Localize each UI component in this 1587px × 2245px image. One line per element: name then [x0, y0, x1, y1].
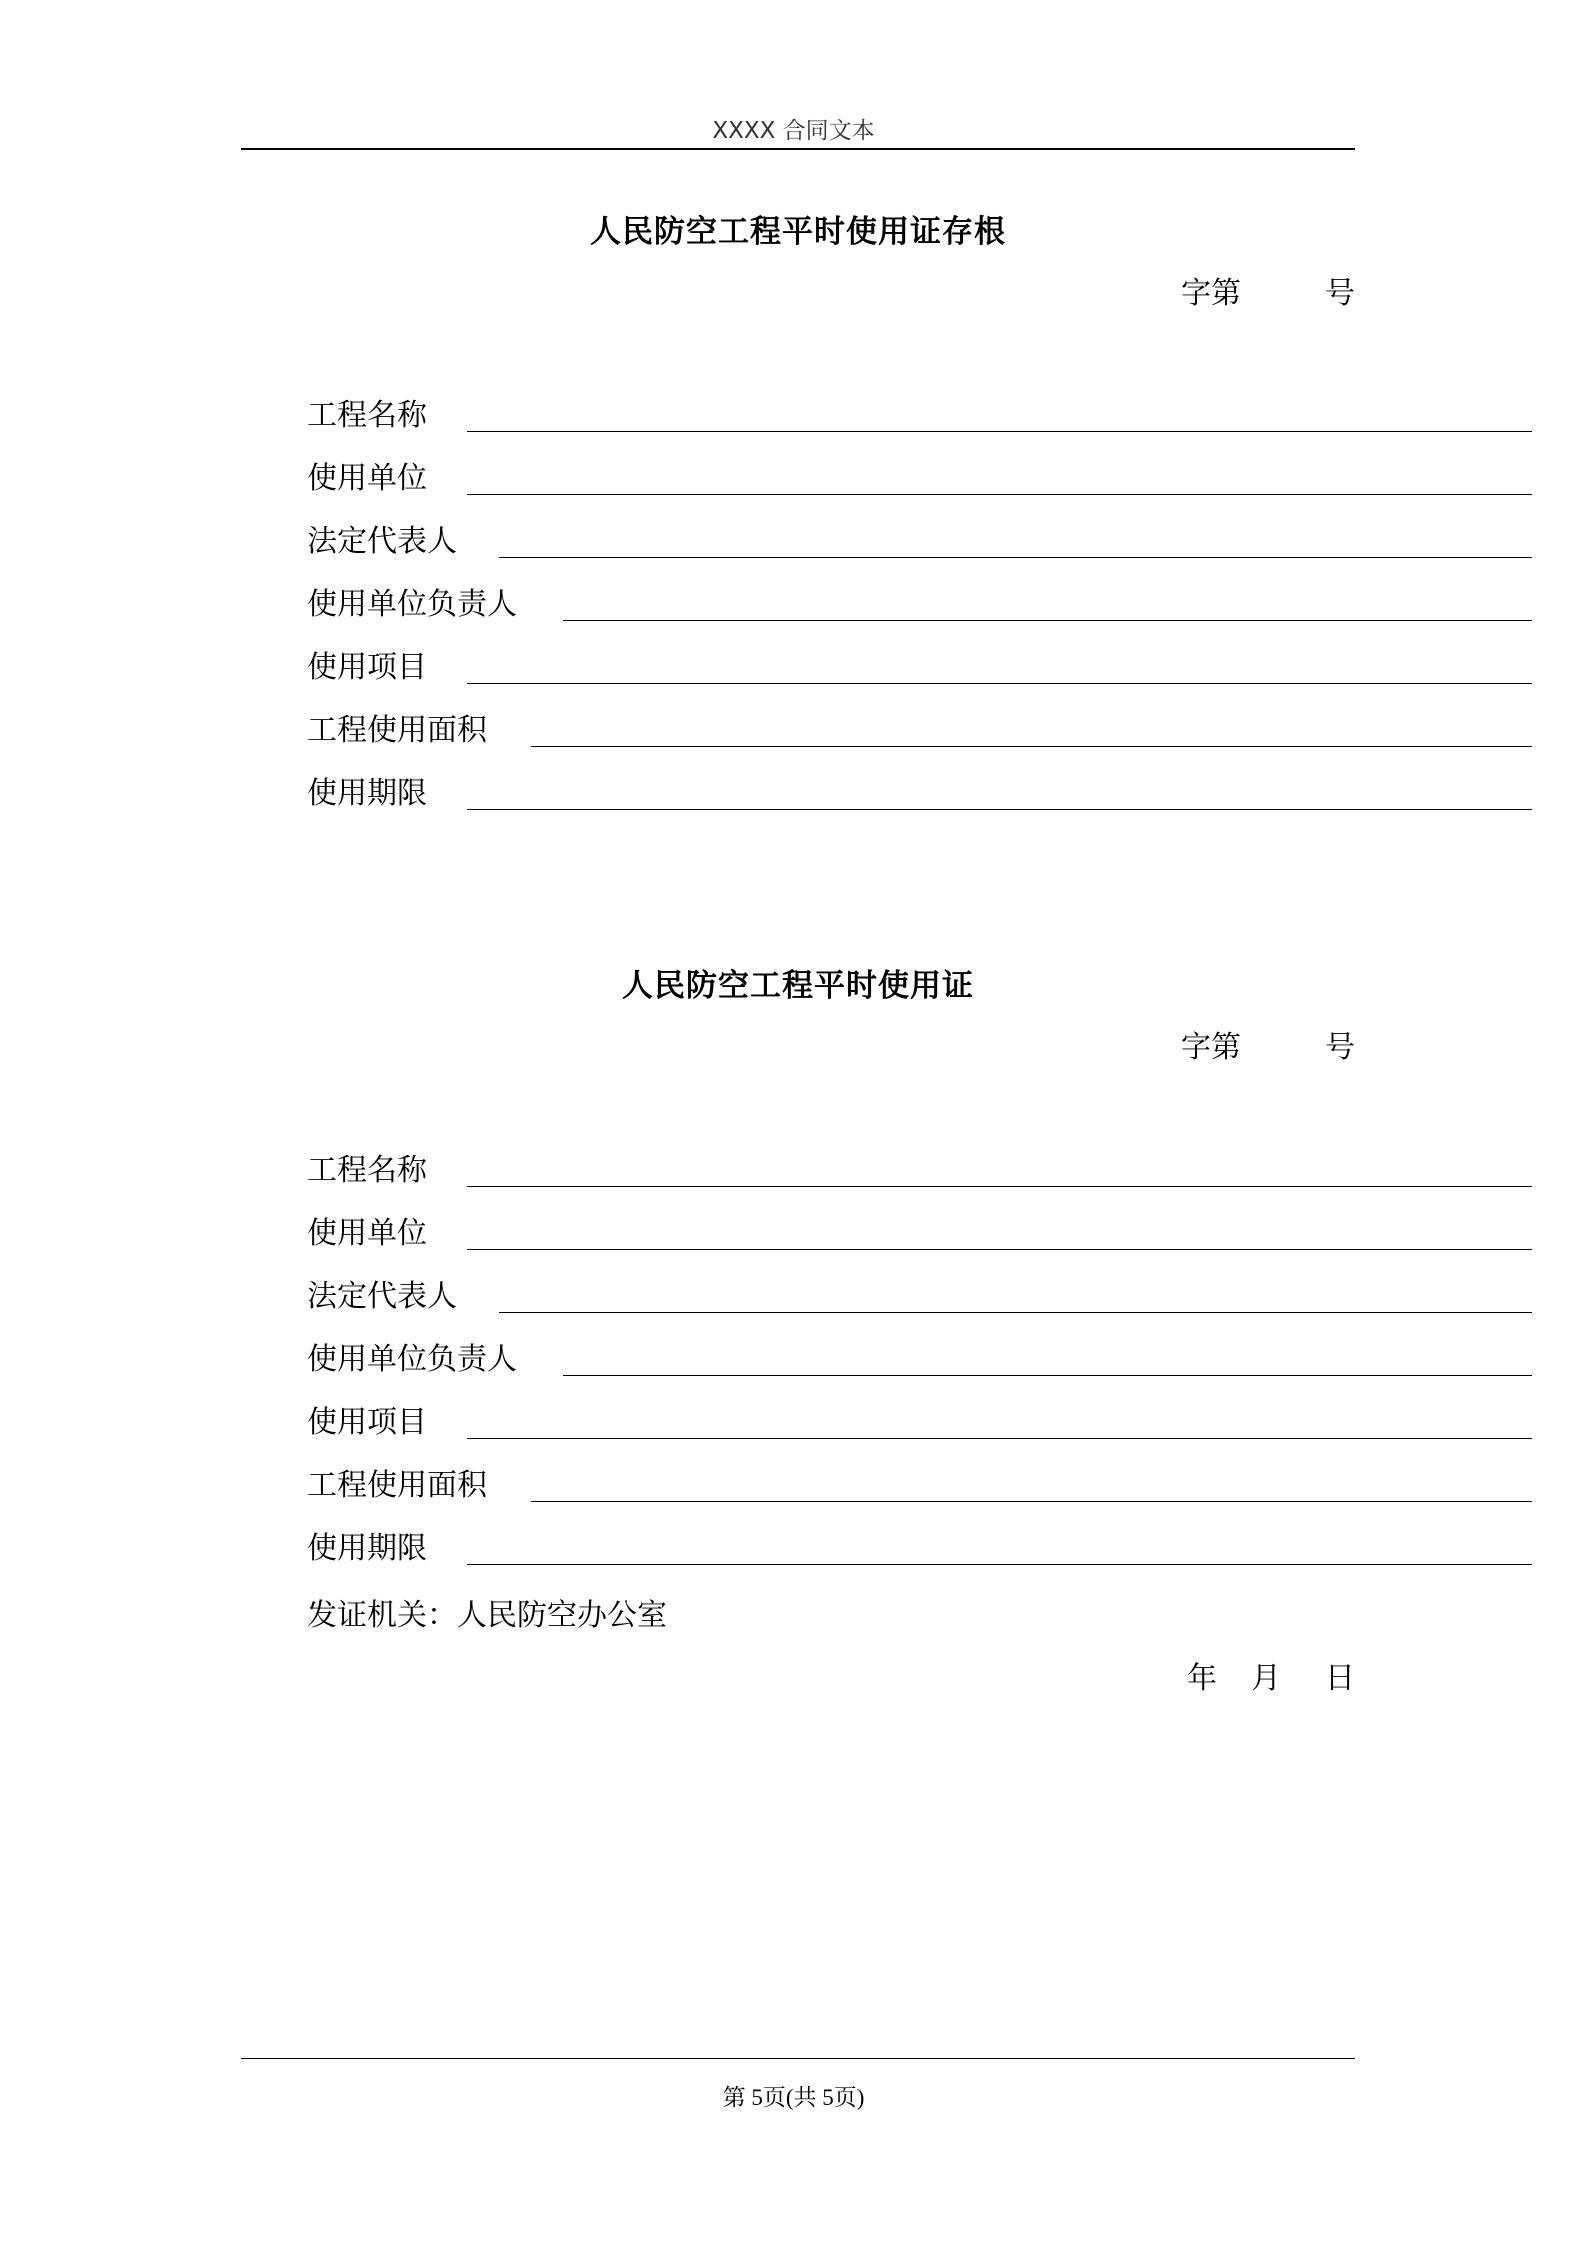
field-label: 使用项目 — [307, 650, 427, 685]
fill-line — [531, 746, 1532, 747]
certificate-field-user-unit[interactable] — [307, 1208, 1532, 1254]
field-label: 法定代表人 — [307, 524, 457, 559]
fill-line — [467, 683, 1532, 684]
stub-field-legal-rep[interactable] — [307, 516, 1532, 562]
field-label: 工程使用面积 — [307, 713, 487, 748]
field-label: 使用期限 — [307, 1531, 427, 1566]
footer-divider — [241, 2058, 1355, 2059]
fill-line — [467, 1438, 1532, 1439]
page-header-title: XXXX 合同文本 — [712, 118, 875, 144]
certificate-numbering — [1181, 1022, 1355, 1066]
fill-line — [563, 620, 1532, 621]
certificate-numbering-suffix: 号 — [1325, 1030, 1355, 1065]
date-month-label: 月 — [1251, 1661, 1281, 1696]
field-label: 工程名称 — [307, 398, 427, 433]
stub-title: 人民防空工程平时使用证存根 — [590, 214, 1006, 250]
fill-line — [467, 1564, 1532, 1565]
certificate-field-project-name[interactable] — [307, 1145, 1532, 1191]
stub-field-project-name[interactable] — [307, 390, 1532, 436]
fill-line — [467, 1249, 1532, 1250]
stub-numbering-prefix: 字第 — [1181, 276, 1241, 311]
stub-field-usage-area[interactable] — [307, 705, 1532, 751]
stub-numbering-suffix: 号 — [1325, 276, 1355, 311]
field-label: 工程使用面积 — [307, 1468, 487, 1503]
issuing-authority: 发证机关：人民防空办公室 — [307, 1598, 667, 1633]
issue-date — [1187, 1653, 1355, 1697]
fill-line — [467, 494, 1532, 495]
date-year-label: 年 — [1187, 1661, 1217, 1696]
stub-field-user-unit[interactable] — [307, 453, 1532, 499]
header-divider — [241, 148, 1355, 150]
fill-line — [467, 431, 1532, 432]
date-day-label: 日 — [1325, 1661, 1355, 1696]
stub-field-usage-item[interactable] — [307, 642, 1532, 688]
field-label: 法定代表人 — [307, 1279, 457, 1314]
fill-line — [531, 1501, 1532, 1502]
fill-line — [499, 1312, 1532, 1313]
certificate-field-usage-area[interactable] — [307, 1460, 1532, 1506]
certificate-title: 人民防空工程平时使用证 — [622, 968, 974, 1004]
certificate-field-usage-term[interactable] — [307, 1523, 1532, 1569]
certificate-numbering-prefix: 字第 — [1181, 1030, 1241, 1065]
field-label: 使用单位负责人 — [307, 587, 517, 622]
field-label: 使用期限 — [307, 776, 427, 811]
field-label: 使用项目 — [307, 1405, 427, 1440]
field-label: 使用单位 — [307, 1216, 427, 1251]
field-label: 使用单位负责人 — [307, 1342, 517, 1377]
fill-line — [467, 809, 1532, 810]
fill-line — [499, 557, 1532, 558]
stub-field-usage-term[interactable] — [307, 768, 1532, 814]
certificate-field-unit-head[interactable] — [307, 1334, 1532, 1380]
fill-line — [563, 1375, 1532, 1376]
field-label: 使用单位 — [307, 461, 427, 496]
certificate-field-legal-rep[interactable] — [307, 1271, 1532, 1317]
certificate-field-usage-item[interactable] — [307, 1397, 1532, 1443]
stub-field-unit-head[interactable] — [307, 579, 1532, 625]
page-number: 第 5页(共 5页) — [722, 2085, 865, 2110]
stub-numbering — [1181, 268, 1355, 312]
fill-line — [467, 1186, 1532, 1187]
field-label: 工程名称 — [307, 1153, 427, 1188]
